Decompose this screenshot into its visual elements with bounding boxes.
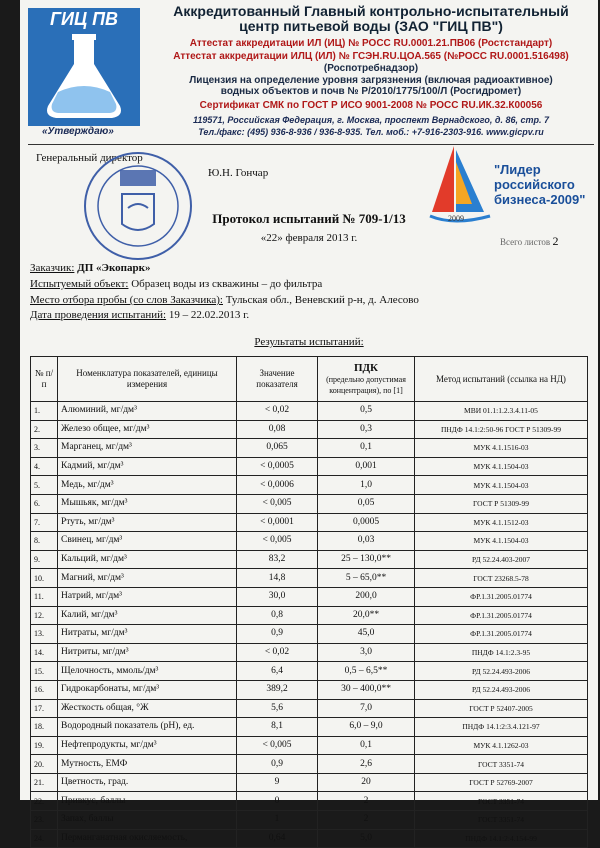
cell-value: 8,1	[237, 718, 318, 737]
org-name: Аккредитованный Главный контрольно-испытательный центр питьевой воды (ЗАО "ГИЦ ПВ")	[173, 3, 569, 34]
cell-method: МУК 4.1.1516-03	[415, 439, 588, 458]
cell-n: 15.	[31, 662, 58, 681]
cell-n: 12.	[31, 606, 58, 625]
cell-value: < 0,005	[237, 736, 318, 755]
cell-pdk: 45,0	[318, 625, 415, 644]
cell-method: ФР.1.31.2005.01774	[415, 625, 588, 644]
round-stamp-icon	[82, 150, 194, 262]
cell-n: 23.	[31, 811, 58, 830]
table-body	[31, 402, 588, 848]
cell-method: МУК 4.1.1262-03	[415, 736, 588, 755]
cell-pdk: 2	[318, 792, 415, 811]
protocol-date: «22» февраля 2013 г.	[260, 232, 358, 244]
cell-method: ФР.1.31.2005.01774	[415, 587, 588, 606]
cell-pdk: 200,0	[318, 587, 415, 606]
table-row	[31, 457, 588, 476]
table-row	[31, 662, 588, 681]
cell-method: ГОСТ Р 51309-99	[415, 494, 588, 513]
cell-value: < 0,005	[237, 532, 318, 551]
cell-n: 8.	[31, 532, 58, 551]
cell-name: Цветность, град.	[58, 773, 237, 792]
cell-n: 11.	[31, 587, 58, 606]
cell-name: Перманганатная окисляемость,	[58, 829, 237, 848]
cell-value: 389,2	[237, 680, 318, 699]
cell-method: ГОСТ Р 52407-2005	[415, 699, 588, 718]
cell-name: Запах, баллы	[58, 811, 237, 830]
cell-n: 14.	[31, 643, 58, 662]
cell-n: 4.	[31, 457, 58, 476]
table-row	[31, 736, 588, 755]
cell-pdk: 6,0 – 9,0	[318, 718, 415, 737]
approve-label: «Утверждаю»	[42, 126, 114, 137]
table-row	[31, 606, 588, 625]
cell-n: 9.	[31, 550, 58, 569]
cell-name: Железо общее, мг/дм³	[58, 420, 237, 439]
cell-n: 3.	[31, 439, 58, 458]
cell-value: < 0,0006	[237, 476, 318, 495]
cell-name: Ртуть, мг/дм³	[58, 513, 237, 532]
cell-n: 24.	[31, 829, 58, 848]
cell-n: 1.	[31, 402, 58, 421]
cell-n: 16.	[31, 680, 58, 699]
table-row	[31, 439, 588, 458]
header-name: Номенклатура показателей, единицы измерения	[58, 357, 237, 402]
table-row	[31, 755, 588, 774]
cell-name: Калий, мг/дм³	[58, 606, 237, 625]
table-row	[31, 699, 588, 718]
cell-pdk: 1,0	[318, 476, 415, 495]
cell-method: ФР.1.31.2005.01774	[415, 606, 588, 625]
table-row	[31, 718, 588, 737]
header-value: Значение показателя	[237, 357, 318, 402]
cell-name: Привкус, баллы	[58, 792, 237, 811]
header-pdk: ПДК (предельно допустимая концентрация), по [1]	[318, 357, 415, 402]
cell-method: РД 52.24.493-2006	[415, 662, 588, 681]
cell-method: ПНДФ 14.1:2:50-96 ГОСТ Р 51309-99	[415, 420, 588, 439]
cell-pdk: 0,0005	[318, 513, 415, 532]
cell-value: < 0,0001	[237, 513, 318, 532]
accreditation-1: Аттестат аккредитации ИЛ (ИЦ) № РОСС RU.0001.21.ПВ06 (Ростстандарт)	[189, 38, 553, 49]
cell-method: ГОСТ 3351-74	[415, 755, 588, 774]
document-page	[20, 0, 598, 843]
cell-name: Натрий, мг/дм³	[58, 587, 237, 606]
company-logo	[28, 8, 140, 126]
certificate: Сертификат СМК по ГОСТ Р ИСО 9001-2008 № РОСС RU.ИК.32.К00056	[199, 100, 543, 111]
cell-name: Магний, мг/дм³	[58, 569, 237, 588]
header-method: Метод испытаний (ссылка на НД)	[415, 357, 588, 402]
cell-pdk: 7,0	[318, 699, 415, 718]
cell-value: 0,64	[237, 829, 318, 848]
cell-pdk: 0,5	[318, 402, 415, 421]
cell-pdk: 0,3	[318, 420, 415, 439]
customer-line: Заказчик: ДП «Экопарк»	[30, 262, 151, 274]
cell-name: Нитриты, мг/дм³	[58, 643, 237, 662]
award-caption: "Лидер российского бизнеса-2009"	[494, 162, 586, 207]
test-dates-line: Дата проведения испытаний: 19 – 22.02.2013 г.	[30, 309, 250, 321]
cell-pdk: 0,03	[318, 532, 415, 551]
cell-pdk: 0,001	[318, 457, 415, 476]
cell-method: ГОСТ 23268.5-78	[415, 569, 588, 588]
table-row	[31, 569, 588, 588]
cell-value: 9	[237, 773, 318, 792]
cell-pdk: 0,1	[318, 736, 415, 755]
signatory-name: Ю.Н. Гончар	[208, 167, 269, 179]
cell-value: 0,8	[237, 606, 318, 625]
cell-pdk: 30 – 400,0**	[318, 680, 415, 699]
cell-pdk: 0,1	[318, 439, 415, 458]
cell-value: 0	[237, 792, 318, 811]
cell-pdk: 3,0	[318, 643, 415, 662]
cell-n: 20.	[31, 755, 58, 774]
cell-name: Кальций, мг/дм³	[58, 550, 237, 569]
header-num: № п/п	[31, 357, 58, 402]
cell-name: Нефтепродукты, мг/дм³	[58, 736, 237, 755]
cell-method: ПНДФ 14.1:2:4.154-99	[415, 829, 588, 848]
phones: Тел./факс: (495) 936-8-936 / 936-8-935. Тел. моб.: +7-916-2303-916. www.gicpv.ru	[198, 127, 544, 137]
cell-value: < 0,02	[237, 402, 318, 421]
cell-value: < 0,005	[237, 494, 318, 513]
cell-value: 0,9	[237, 755, 318, 774]
cell-value: 6,4	[237, 662, 318, 681]
cell-method: РД 52.24.403-2007	[415, 550, 588, 569]
cell-name: Алюминий, мг/дм³	[58, 402, 237, 421]
cell-method: РД 52.24.493-2006	[415, 680, 588, 699]
signatory-role: Генеральный директор	[36, 152, 143, 164]
object-line: Испытуемый объект: Образец воды из скважины – до фильтра	[30, 278, 323, 290]
cell-name: Нитраты, мг/дм³	[58, 625, 237, 644]
cell-pdk: 2,6	[318, 755, 415, 774]
table-row	[31, 550, 588, 569]
cell-method: МУК 4.1.1504-03	[415, 532, 588, 551]
results-table	[30, 356, 588, 848]
cell-name: Медь, мг/дм³	[58, 476, 237, 495]
cell-method: ГОСТ 3351-74	[415, 792, 588, 811]
cell-n: 13.	[31, 625, 58, 644]
cell-name: Водородный показатель (рН), ед.	[58, 718, 237, 737]
cell-value: 14,8	[237, 569, 318, 588]
table-row	[31, 811, 588, 830]
cell-value: < 0,0005	[237, 457, 318, 476]
protocol-title: Протокол испытаний № 709-1/13	[212, 211, 406, 226]
cell-name: Жесткость общая, °Ж	[58, 699, 237, 718]
table-row	[31, 532, 588, 551]
cell-pdk: 5,0	[318, 829, 415, 848]
cell-name: Гидрокарбонаты, мг/дм³	[58, 680, 237, 699]
address: 119571, Российская Федерация, г. Москва, проспект Вернадского, д. 86, стр. 7	[193, 115, 549, 125]
cell-value: 5,6	[237, 699, 318, 718]
table-row	[31, 680, 588, 699]
cell-n: 6.	[31, 494, 58, 513]
cell-n: 19.	[31, 736, 58, 755]
cell-method: МВИ 01.1:1.2.3.4.11-05	[415, 402, 588, 421]
cell-value: 83,2	[237, 550, 318, 569]
cell-method: МУК 4.1.1504-03	[415, 476, 588, 495]
cell-name: Щелочность, ммоль/дм³	[58, 662, 237, 681]
cell-n: 10.	[31, 569, 58, 588]
table-row	[31, 625, 588, 644]
cell-name: Мышьяк, мг/дм³	[58, 494, 237, 513]
cell-value: 1	[237, 811, 318, 830]
cell-n: 17.	[31, 699, 58, 718]
cell-value: 0,08	[237, 420, 318, 439]
accreditation-2: Аттестат аккредитации ИЛЦ (ИЛ) № ГСЭН.RU.ЦОА.565 (№РОСС RU.0001.516498)	[173, 51, 569, 62]
table-row	[31, 513, 588, 532]
sheet-count: Всего листов 2	[500, 234, 559, 248]
sampling-place-line: Место отбора пробы (со слов Заказчика): Тульская обл., Веневский р-н, д. Алесово	[30, 294, 419, 306]
license-line-1: Лицензия на определение уровня загрязнения (включая радиоактивное)	[189, 75, 553, 86]
cell-method: ПНДФ 14.1:2.3-95	[415, 643, 588, 662]
cell-method: ПНДФ 14.1:2:3.4.121-97	[415, 718, 588, 737]
accreditation-2-sub: (Роспотребнадзор)	[323, 63, 419, 74]
table-row	[31, 792, 588, 811]
cell-name: Мутность, ЕМФ	[58, 755, 237, 774]
table-header-row	[31, 357, 588, 402]
cell-name: Свинец, мг/дм³	[58, 532, 237, 551]
table-row	[31, 476, 588, 495]
license-line-2: водных объектов и почв № Р/2010/1775/100/Л (Росгидромет)	[220, 86, 522, 97]
cell-value: 0,065	[237, 439, 318, 458]
logo-text: ГИЦ ПВ	[28, 8, 140, 30]
cell-n: 21.	[31, 773, 58, 792]
flask-logo-icon	[28, 30, 140, 126]
cell-value: 0,9	[237, 625, 318, 644]
cell-pdk: 2	[318, 811, 415, 830]
results-title: Результаты испытаний:	[254, 336, 364, 348]
table-row	[31, 420, 588, 439]
cell-pdk: 25 – 130,0**	[318, 550, 415, 569]
cell-n: 2.	[31, 420, 58, 439]
cell-pdk: 0,5 – 6,5**	[318, 662, 415, 681]
award-year: 2009	[448, 214, 464, 223]
cell-pdk: 5 – 65,0**	[318, 569, 415, 588]
cell-n: 7.	[31, 513, 58, 532]
cell-name: Марганец, мг/дм³	[58, 439, 237, 458]
cell-method: МУК 4.1.1504-03	[415, 457, 588, 476]
table-row	[31, 494, 588, 513]
cell-pdk: 20	[318, 773, 415, 792]
table-row	[31, 643, 588, 662]
cell-pdk: 20,0**	[318, 606, 415, 625]
cell-method: МУК 4.1.1512-03	[415, 513, 588, 532]
cell-method: ГОСТ Р 52769-2007	[415, 773, 588, 792]
table-row	[31, 829, 588, 848]
cell-n: 22.	[31, 792, 58, 811]
table-row	[31, 402, 588, 421]
cell-value: < 0,02	[237, 643, 318, 662]
table-row	[31, 773, 588, 792]
cell-n: 18.	[31, 718, 58, 737]
cell-value: 30,0	[237, 587, 318, 606]
cell-pdk: 0,05	[318, 494, 415, 513]
cell-method: ГОСТ 3351-74	[415, 811, 588, 830]
cell-n: 5.	[31, 476, 58, 495]
cell-name: Кадмий, мг/дм³	[58, 457, 237, 476]
table-row	[31, 587, 588, 606]
